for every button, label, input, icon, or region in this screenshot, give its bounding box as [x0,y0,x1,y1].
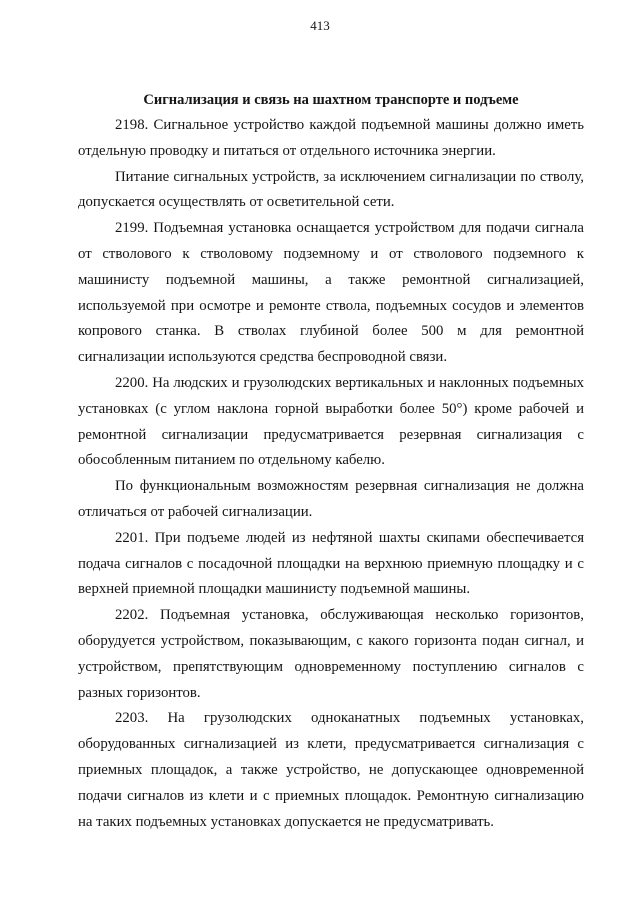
paragraph-2203: 2203. На грузолюдских одноканатных подъемных установках, оборудованных сигнализацией из клети, предусматривается сигнализация с приемных площадок, а также устройство, не допускающее одновременной подачи сигналов из клети и с приемных площадок. Ремонтную сигнализацию на таких подъемных установках допускается не предусматривать. [78,710,584,830]
paragraph-2202: 2202. Подъемная установка, обслуживающая несколько горизонтов, оборудуется устройством, показывающим, с какого горизонта подан сигнал, и устройством, препятствующим одновременному поступлению сигналов с разных горизонтов. [78,607,584,701]
paragraph-power-supply: Питание сигнальных устройств, за исключением сигнализации по стволу, допускается осуществлять от осветительной сети. [78,168,584,211]
paragraph-2201: 2201. При подъеме людей из нефтяной шахты скипами обеспечивается подача сигналов с посадочной площадки на верхнюю приемную площадку и с верхней приемной площадки машинисту подъемной машины. [78,529,584,598]
page-number: 413 [310,18,330,33]
paragraph-2198: 2198. Сигнальное устройство каждой подъемной машины должно иметь отдельную проводку и питаться от отдельного источника энергии. [78,117,584,159]
paragraph-2200: 2200. На людских и грузолюдских вертикальных и наклонных подъемных установках (с углом наклона горной выработки более 50°) кроме рабочей и ремонтной сигнализации предусматривается резервная сигнализация с обособленным питанием по отдельному кабелю. [78,374,584,469]
paragraph-2199: 2199. Подъемная установка оснащается устройством для подачи сигнала от стволового к стволовому подземному и от стволового подземного к машинисту подъемной машины, а также ремонтной сигнализацией, используемой при осмотре и ремонте ствола, подъемных сосудов и элементов копрового станка. В стволах глубиной более 500 м для ремонтной сигнализации используются средства беспроводной связи. [78,220,584,366]
paragraph-reserve-signaling: По функциональным возможностям резервная сигнализация не должна отличаться от рабочей сигнализации. [78,478,584,520]
body-text [78,113,584,835]
section-heading: Сигнализация и связь на шахтном транспорте и подъеме [143,92,519,108]
